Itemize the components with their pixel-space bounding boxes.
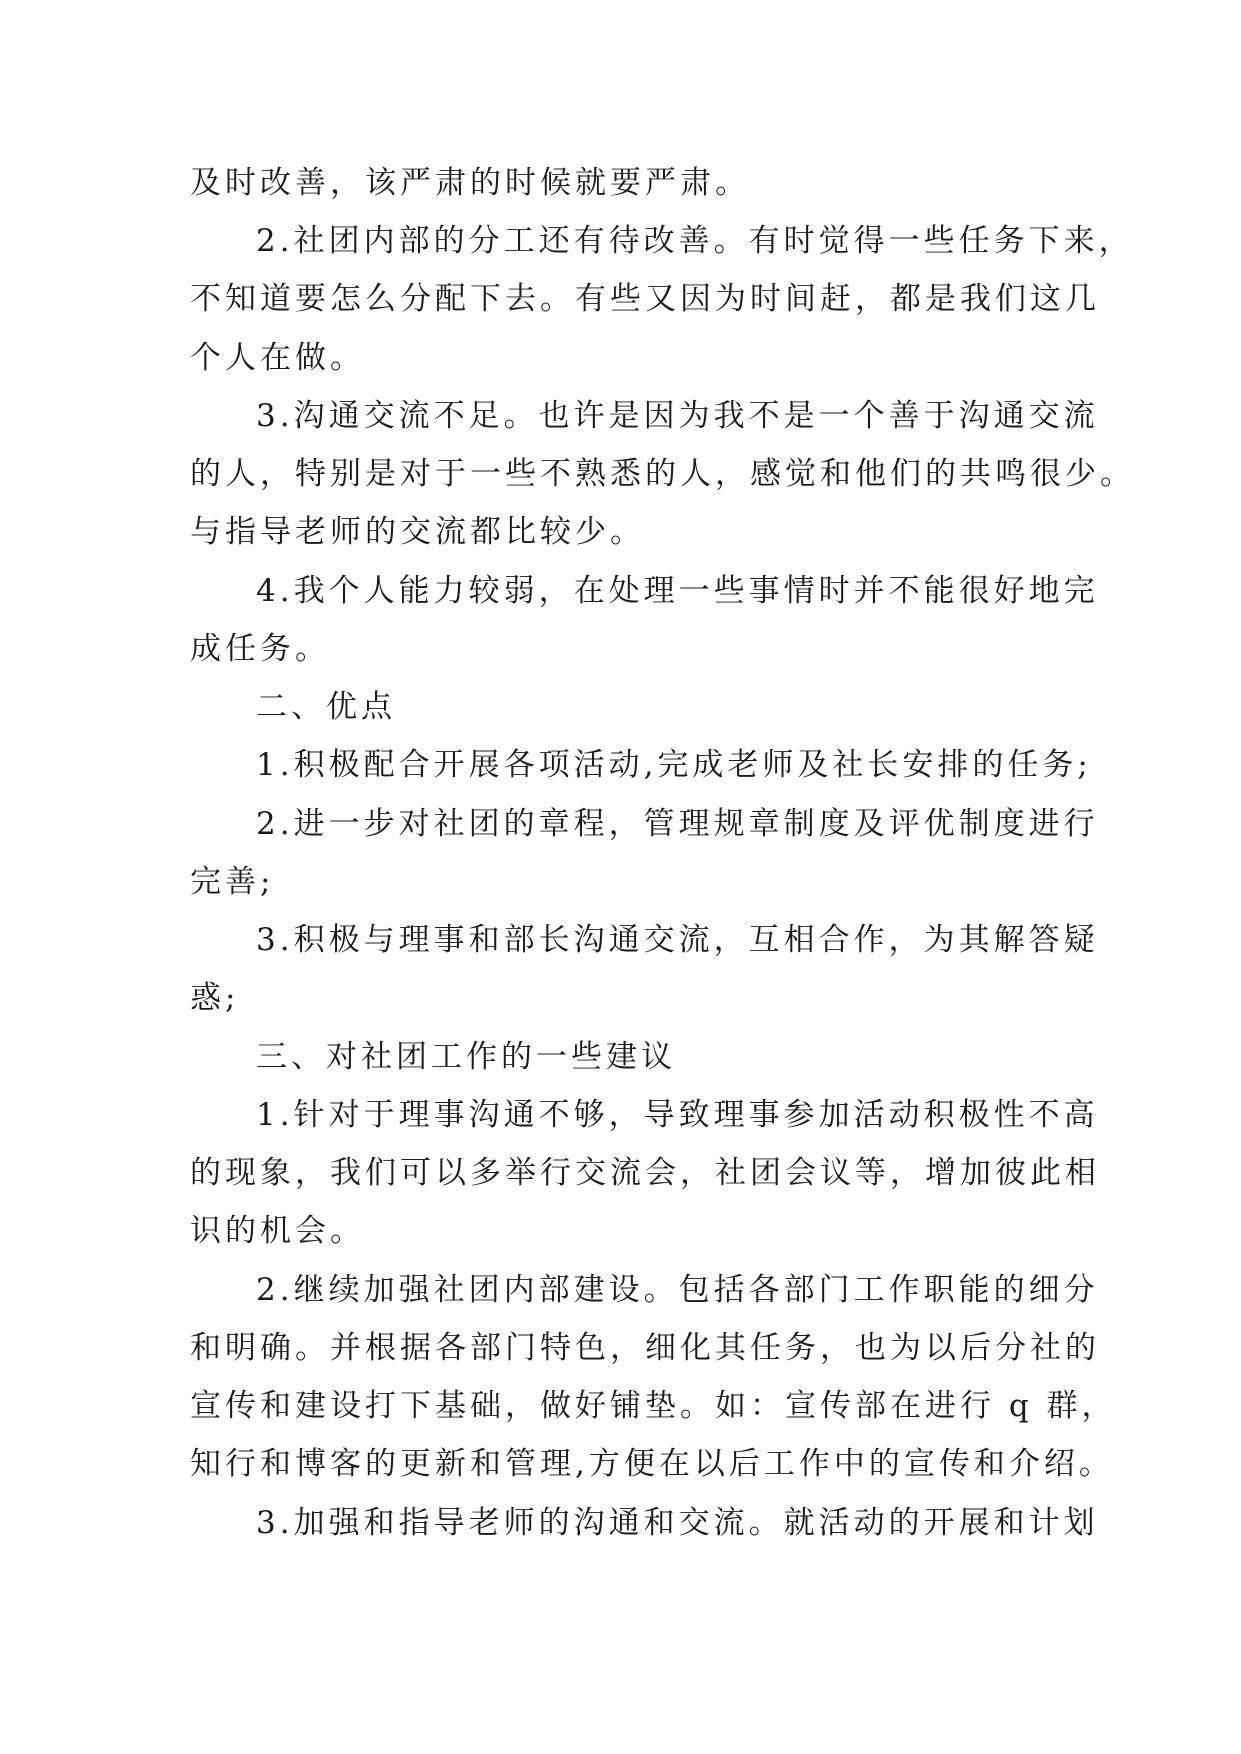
text-line-4: 个人在做。	[190, 340, 365, 376]
text-line-2: 2.社团内部的分工还有待改善。有时觉得一些任务下来，	[256, 223, 1134, 259]
section-heading-advantages: 二、优点	[256, 689, 396, 725]
text-line-13: 完善;	[190, 864, 275, 900]
text-line-7: 与指导老师的交流都比较少。	[190, 514, 645, 550]
text-line-23: 知行和博客的更新和管理,方便在以后工作中的宣传和介绍。	[190, 1446, 1114, 1482]
section-heading-suggestions: 三、对社团工作的一些建议	[256, 1039, 676, 1075]
text-line-9: 成任务。	[190, 631, 330, 667]
text-line-8: 4.我个人能力较弱，在处理一些事情时并不能很好地完	[256, 573, 1099, 609]
text-line-19: 识的机会。	[190, 1213, 365, 1249]
text-line-20: 2.继续加强社团内部建设。包括各部门工作职能的细分	[256, 1272, 1099, 1308]
text-line-21: 和明确。并根据各部门特色，细化其任务，也为以后分社的	[190, 1330, 1100, 1366]
text-line-12: 2.进一步对社团的章程，管理规章制度及评优制度进行	[256, 806, 1099, 842]
text-line-14: 3.积极与理事和部长沟通交流，互相合作，为其解答疑	[256, 922, 1099, 958]
text-line-1: 及时改善，该严肃的时候就要严肃。	[190, 165, 750, 201]
text-line-6: 的人，特别是对于一些不熟悉的人，感觉和他们的共鸣很少。	[190, 456, 1135, 492]
text-line-24: 3.加强和指导老师的沟通和交流。就活动的开展和计划	[256, 1505, 1099, 1541]
text-line-11: 1.积极配合开展各项活动,完成老师及社长安排的任务;	[256, 747, 1092, 783]
text-line-15: 惑;	[190, 980, 240, 1016]
text-line-3: 不知道要怎么分配下去。有些又因为时间赶，都是我们这几	[190, 281, 1100, 317]
text-line-5: 3.沟通交流不足。也许是因为我不是一个善于沟通交流	[256, 398, 1099, 434]
text-line-17: 1.针对于理事沟通不够，导致理事参加活动积极性不高	[256, 1097, 1099, 1133]
text-line-22: 宣传和建设打下基础，做好铺垫。如：宣传部在进行 q 群，	[190, 1388, 1117, 1424]
text-line-18: 的现象，我们可以多举行交流会，社团会议等，增加彼此相	[190, 1155, 1100, 1191]
